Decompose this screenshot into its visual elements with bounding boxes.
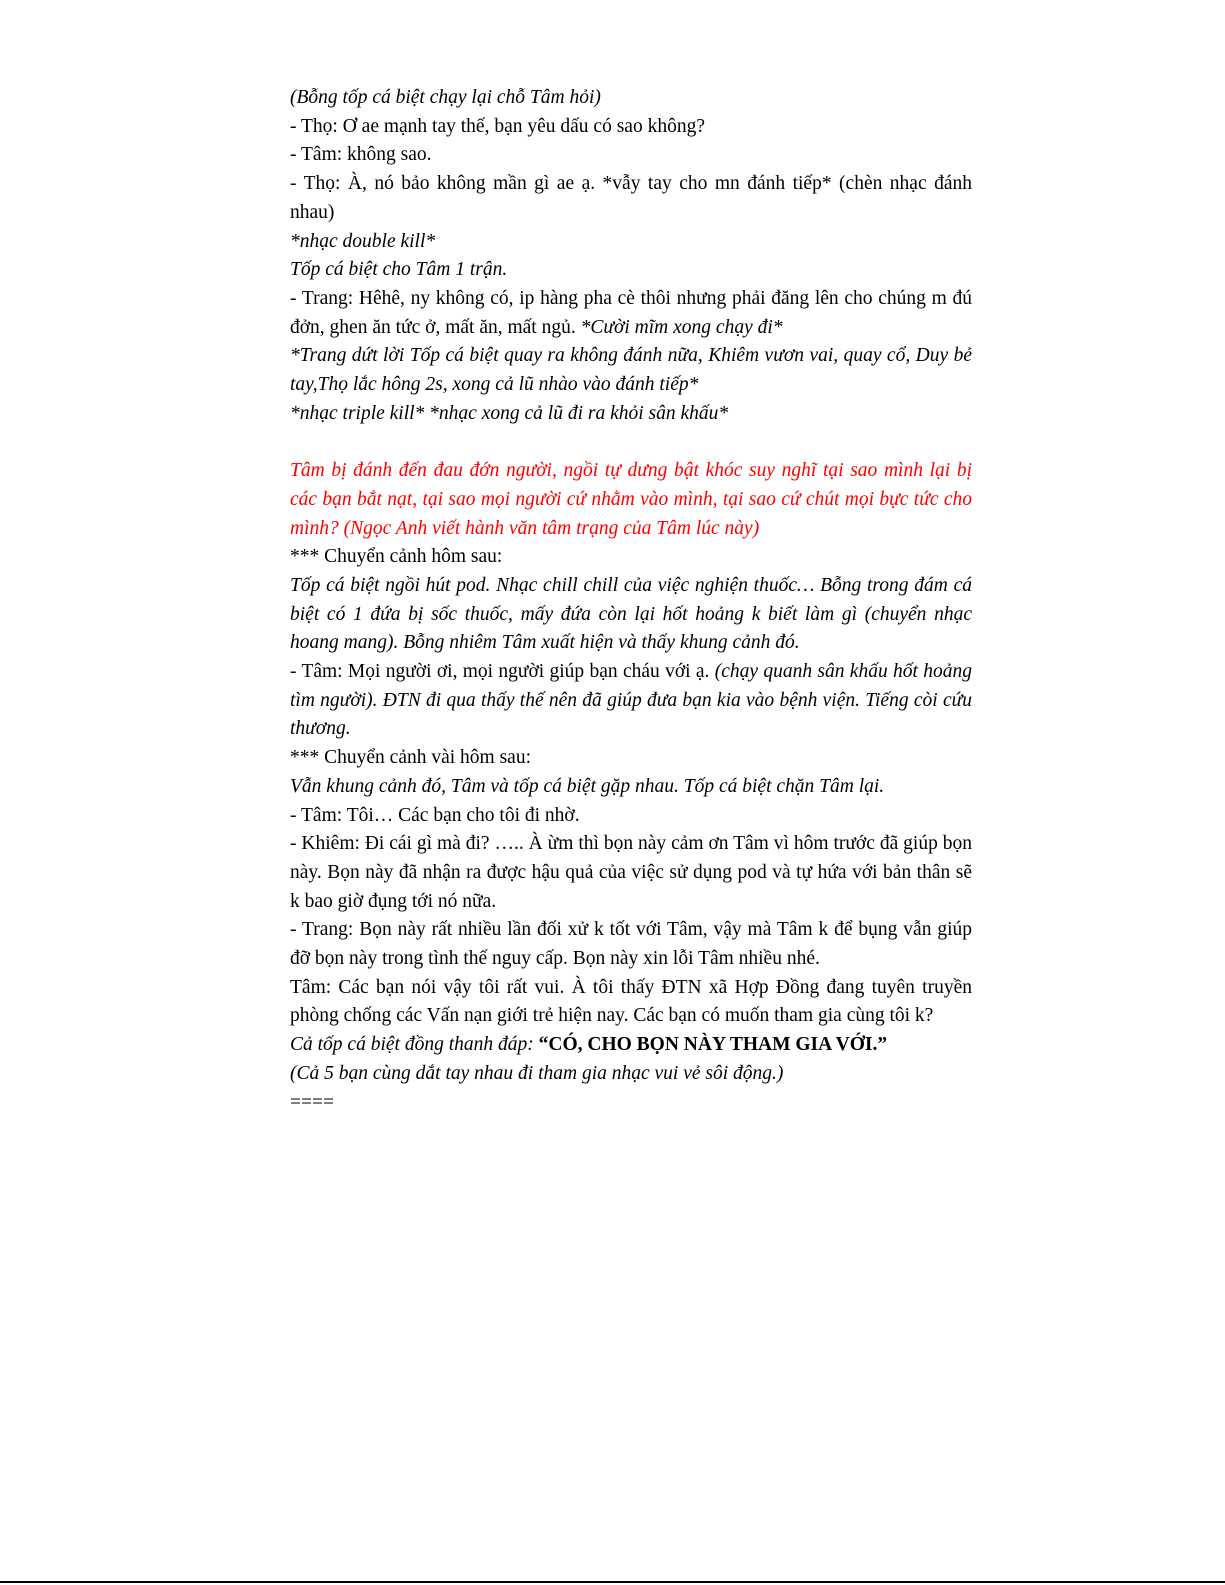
chorus-line xyxy=(290,1031,972,1060)
chorus-shout: “CÓ, CHO BỌN NÀY THAM GIA VỚI.” xyxy=(538,1034,888,1056)
stage-direction: (Bỗng tốp cá biệt chạy lại chỗ Tâm hỏi) xyxy=(290,87,601,108)
stage-direction: (Cả 5 bạn cùng dắt tay nhau đi tham gia nhạc vui vẻ sôi động.) xyxy=(290,1062,784,1084)
stage-direction: *Cười mĩm xong chạy đi* xyxy=(580,316,783,338)
dialogue-line: - Trang: Bọn này rất nhiều lần đối xử k tốt với Tâm, vậy mà Tâm k để bụng vẫn giúp đỡ bọn này trong tình thế nguy cấp. Bọn này xin lỗi Tâm nhiều nhé. xyxy=(290,919,972,970)
highlighted-note: Tâm bị đánh đến đau đớn người, ngồi tự dưng bật khóc suy nghĩ tại sao mình lại bị các bạn bắt nạt, tại sao mọi người cứ nhằm vào mình, tại sao cứ chút mọi bực tức cho mình? (Ngọc Anh viết hành văn tâm trạng của Tâm lúc này) xyxy=(290,460,972,539)
dialogue-line: - Khiêm: Đi cái gì mà đi? ….. À ừm thì bọn này cảm ơn Tâm vì hôm trước đã giúp bọn này. Bọn này đã nhận ra được hậu quả của việc sử dụng pod và tự hứa với bản thân sẽ k bao giờ đụng tới nó nữa. xyxy=(290,833,972,912)
dialogue-line: - Tâm: không sao. xyxy=(290,144,432,166)
dialogue-text: - Trang: Hêhê, ny không có, ip hàng pha cè thôi nhưng phải đăng lên cho chúng m đú đởn, ghen ăn tức ở, mất ăn, mất ngủ. xyxy=(290,287,972,338)
page-bottom-border xyxy=(0,1581,1225,1583)
stage-direction: Tốp cá biệt cho Tâm 1 trận. xyxy=(290,259,508,281)
dialogue-text: - Tâm: Mọi người ơi, mọi người giúp bạn cháu với ạ. xyxy=(290,661,715,683)
stage-direction: Cả tốp cá biệt đồng thanh đáp: xyxy=(290,1034,539,1056)
document-body xyxy=(290,84,972,1117)
stage-direction: *nhạc triple kill* *nhạc xong cả lũ đi ra khỏi sân khấu* xyxy=(290,402,729,424)
dialogue-line: - Thọ: Ơ ae mạnh tay thế, bạn yêu dấu có sao không? xyxy=(290,115,705,137)
dialogue-line: - Thọ: À, nó bảo không mần gì ae ạ. *vẫy tay cho mn đánh tiếp* (chèn nhạc đánh nhau) xyxy=(290,173,972,223)
stage-direction: *nhạc double kill* xyxy=(290,230,436,252)
dialogue-line xyxy=(290,658,972,744)
scene-heading: *** Chuyển cảnh hôm sau: xyxy=(290,546,503,568)
stage-direction: (chạy quanh sân khấu hốt hoảng tìm người). ĐTN đi qua thấy thế nên đã giúp đưa bạn kia vào bệnh viện. Tiếng còi cứu thương. xyxy=(290,661,972,740)
end-marker: ==== xyxy=(290,1091,334,1113)
dialogue-line: - Tâm: Tôi… Các bạn cho tôi đi nhờ. xyxy=(290,804,580,826)
paragraph-spacer xyxy=(290,428,972,457)
stage-direction: Vẫn khung cảnh đó, Tâm và tốp cá biệt gặp nhau. Tốp cá biệt chặn Tâm lại. xyxy=(290,775,885,797)
scene-heading: *** Chuyển cảnh vài hôm sau: xyxy=(290,747,531,769)
stage-direction: Tốp cá biệt ngồi hút pod. Nhạc chill chill của việc nghiện thuốc… Bỗng trong đám cá biệt có 1 đứa bị sốc thuốc, mấy đứa còn lại hốt hoảng k biết làm gì (chuyển nhạc hoang mang). Bỗng nhiêm Tâm xuất hiện và thấy khung cảnh đó. xyxy=(290,574,972,654)
stage-direction: *Trang dứt lời Tốp cá biệt quay ra không đánh nữa, Khiêm vươn vai, quay cổ, Duy bẻ tay,Thọ lắc hông 2s, xong cả lũ nhào vào đánh tiếp* xyxy=(290,345,972,396)
dialogue-line xyxy=(290,285,972,342)
dialogue-line: Tâm: Các bạn nói vậy tôi rất vui. À tôi thấy ĐTN xã Hợp Đồng đang tuyên truyền phòng chống các Vấn nạn giới trẻ hiện nay. Các bạn có muốn tham gia cùng tôi k? xyxy=(290,976,972,1027)
